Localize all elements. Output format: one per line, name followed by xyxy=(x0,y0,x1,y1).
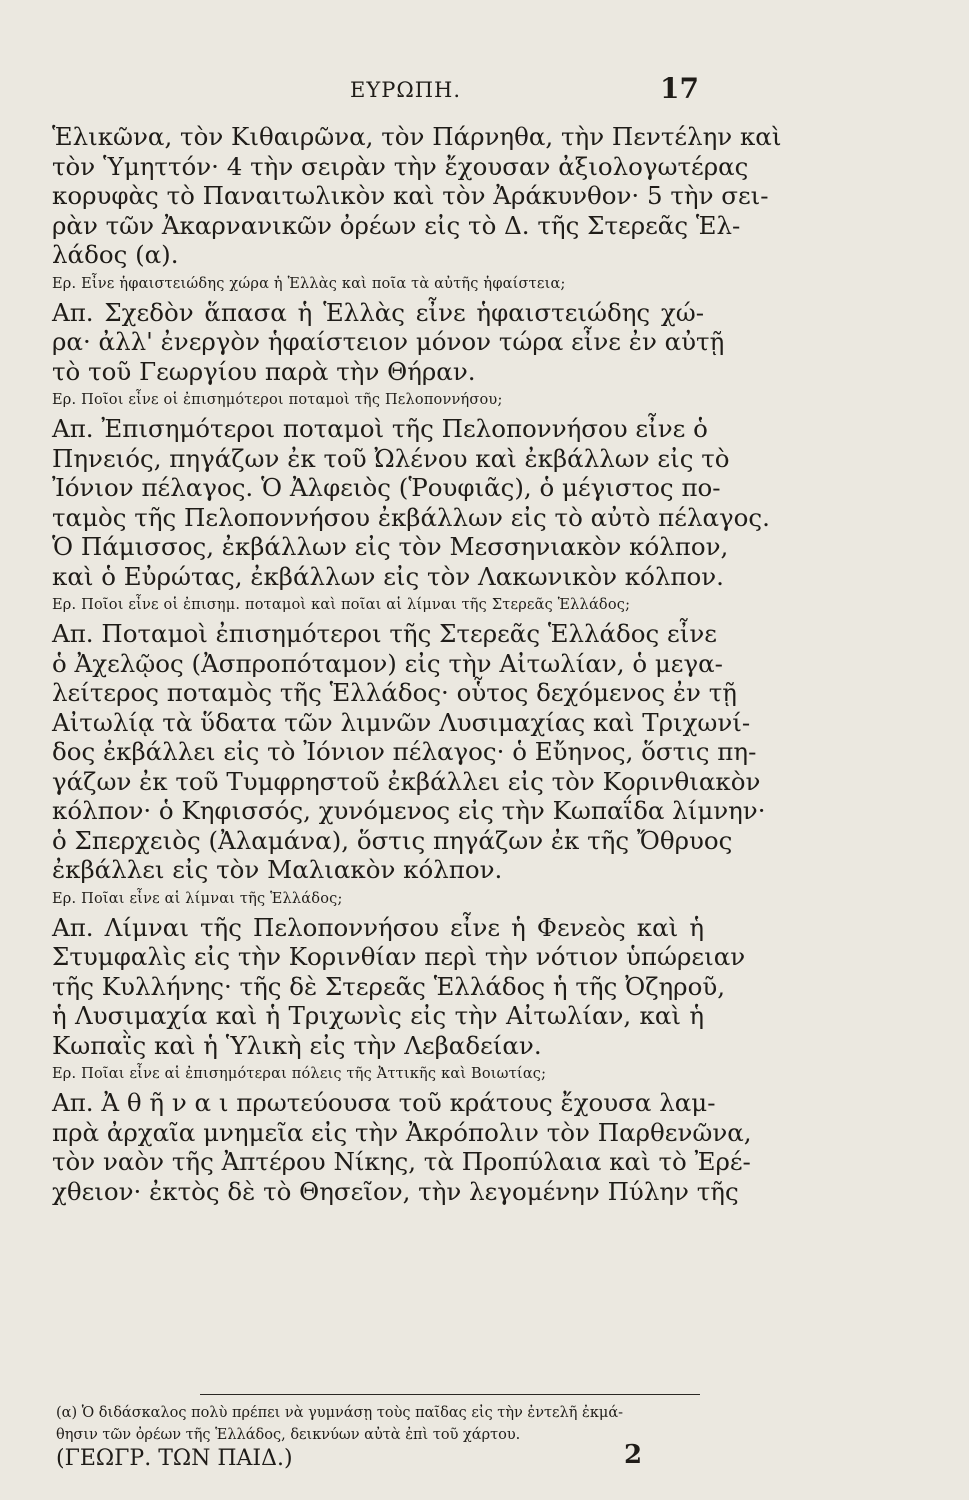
text-line: Στυμφαλὶς εἰς τὴν Κορινθίαν περὶ τὴν νότιον ὑπώρειαν xyxy=(52,942,746,971)
running-title: ΕΥΡΩΠΗ. xyxy=(350,78,462,102)
text-line: Αἰτωλίᾳ τὰ ὕδατα τῶν λιμνῶν Λυσιμαχίας καὶ Τριχωνί- xyxy=(52,707,751,737)
running-head xyxy=(0,70,969,110)
text-line: κόλπον· ὁ Κηφισσός, χυνόμενος εἰς τὴν Κωπαΐδα λίμνην· xyxy=(52,796,766,825)
signature-mark: (ΓΕΩΓΡ. ΤΩΝ ΠΑΙΔ.) xyxy=(56,1446,293,1471)
text-line: Απ. Ποταμοὶ ἐπισημότεροι τῆς Στερεᾶς Ἑλλάδος εἶνε xyxy=(52,619,717,648)
question-line: Ερ. Ποῖαι εἶνε αἱ λίμναι τῆς Ἑλλάδος; xyxy=(52,890,343,907)
text-line: δος ἐκβάλλει εἰς τὸ Ἰόνιον πέλαγος· ὁ Εὔηνος, ὅστις πη- xyxy=(52,737,757,766)
text-line: γάζων ἐκ τοῦ Τυμφρηστοῦ ἐκβάλλει εἰς τὸν Κορινθιακὸν xyxy=(52,766,761,796)
question-line: Ερ. Ποῖοι εἶνε οἱ ἐπισημότεροι ποταμοὶ τῆς Πελοποννήσου; xyxy=(52,392,503,408)
body-text xyxy=(52,122,782,1206)
text-line: ρὰν τῶν Ἀκαρνανικῶν ὀρέων εἰς τὸ Δ. τῆς Στερεᾶς Ἑλ- xyxy=(52,210,741,240)
text-line: τὸ τοῦ Γεωργίου παρὰ τὴν Θήραν. xyxy=(52,356,476,386)
text-line: ἐκβάλλει εἰς τὸν Μαλιακὸν κόλπον. xyxy=(52,855,503,884)
text-line: ἡ Λυσιμαχία καὶ ἡ Τριχωνὶς εἰς τὴν Αἰτωλίαν, καὶ ἡ xyxy=(52,1001,704,1030)
text-line: ὁ Ἀχελῷος (Ἀσπροπόταμον) εἰς τὴν Αἰτωλίαν, ὁ μεγα- xyxy=(52,648,723,678)
text-line: Ἑλικῶνα, τὸν Κιθαιρῶνα, τὸν Πάρνηθα, τὴν Πεντέλην καὶ xyxy=(52,122,782,151)
text-line: χθειον· ἐκτὸς δὲ τὸ Θησεῖον, τὴν λεγομένην Πύλην τῆς xyxy=(52,1176,739,1206)
text-line: ὁ Σπερχειὸς (Ἀλαμάνα), ὅστις πηγάζων ἐκ τῆς Ὄθρυος xyxy=(52,825,733,855)
footnote-line: θησιν τῶν ὀρέων τῆς Ἑλλάδος, δεικνύων αὐτὰ ἐπὶ τοῦ χάρτου. xyxy=(56,1427,521,1443)
text-line: Ἰόνιον πέλαγος. Ὁ Ἀλφειὸς (Ῥουφιᾶς), ὁ μέγιστος πο- xyxy=(52,473,721,502)
text-line: τὸν Ὑμηττόν· 4 τὴν σειρὰν τὴν ἔχουσαν ἀξιολογωτέρας xyxy=(52,151,749,181)
footnote-rule xyxy=(200,1394,700,1395)
footnotes xyxy=(56,1402,702,1446)
text-line: Απ. Ἐπισημότεροι ποταμοὶ τῆς Πελοποννήσου εἶνε ὁ xyxy=(52,414,708,443)
text-line: Πηνειός, πηγάζων ἐκ τοῦ Ὠλένου καὶ ἐκβάλλων εἰς τὸ xyxy=(52,443,730,473)
signature-number: 2 xyxy=(624,1440,643,1470)
page-number: 17 xyxy=(660,72,699,105)
text-line: Ὁ Πάμισσος, ἐκβάλλων εἰς τὸν Μεσσηνιακὸν κόλπον, xyxy=(52,532,729,561)
text-line: τῆς Κυλλήνης· τῆς δὲ Στερεᾶς Ἑλλάδος ἡ τῆς Ὀζηροῦ, xyxy=(52,971,725,1001)
text-line: ταμὸς τῆς Πελοποννήσου ἐκβάλλων εἰς τὸ αὐτὸ πέλαγος. xyxy=(52,502,770,532)
text-line: τὸν ναὸν τῆς Ἀπτέρου Νίκης, τὰ Προπύλαια καὶ τὸ Ἐρέ- xyxy=(52,1147,751,1176)
text-line: Κωπαῒς καὶ ἡ Ὑλικὴ εἰς τὴν Λεβαδείαν. xyxy=(52,1030,542,1060)
text-line: ρα· ἀλλ' ἐνεργὸν ἡφαίστειον μόνον τώρα εἶνε ἐν αὐτῇ xyxy=(52,327,725,356)
question-line: Ερ. Εἶνε ἡφαιστειώδης χώρα ἡ Ἑλλὰς καὶ ποῖα τὰ αὐτῆς ἡφαίστεια; xyxy=(52,275,566,292)
footnote-line: (α) Ὁ διδάσκαλος πολὺ πρέπει νὰ γυμνάσῃ τοὺς παῖδας εἰς τὴν ἐντελῆ ἐκμά- xyxy=(56,1405,624,1421)
question-line: Ερ. Ποῖοι εἶνε οἱ ἐπισημ. ποταμοὶ καὶ ποῖαι αἱ λίμναι τῆς Στερεᾶς Ἑλλάδος; xyxy=(52,597,631,613)
text-line: Απ. Σχεδὸν ἅπασα ἡ Ἑλλὰς εἶνε ἡφαιστειώδης χώ- xyxy=(52,297,704,327)
text-line: Απ. Λίμναι τῆς Πελοποννήσου εἶνε ἡ Φενεὸς καὶ ἡ xyxy=(52,912,704,942)
text-line: Απ. Ἀ θ ῆ ν α ι πρωτεύουσα τοῦ κράτους ἔχουσα λαμ- xyxy=(52,1088,716,1117)
text-line: πρὰ ἀρχαῖα μνημεῖα εἰς τὴν Ἀκρόπολιν τὸν Παρθενῶνα, xyxy=(52,1117,752,1147)
text-line: λάδος (α). xyxy=(52,240,179,269)
text-line: καὶ ὁ Εὐρώτας, ἐκβάλλων εἰς τὸν Λακωνικὸν κόλπον. xyxy=(52,561,724,591)
question-line: Ερ. Ποῖαι εἶνε αἱ ἐπισημότεραι πόλεις τῆς Ἀττικῆς καὶ Βοιωτίας; xyxy=(52,1066,547,1082)
text-line: λείτερος ποταμὸς τῆς Ἑλλάδος· οὗτος δεχόμενος ἐν τῇ xyxy=(52,678,737,707)
text-line: κορυφὰς τὸ Παναιτωλικὸν καὶ τὸν Ἀράκυνθον· 5 τὴν σει- xyxy=(52,181,769,210)
